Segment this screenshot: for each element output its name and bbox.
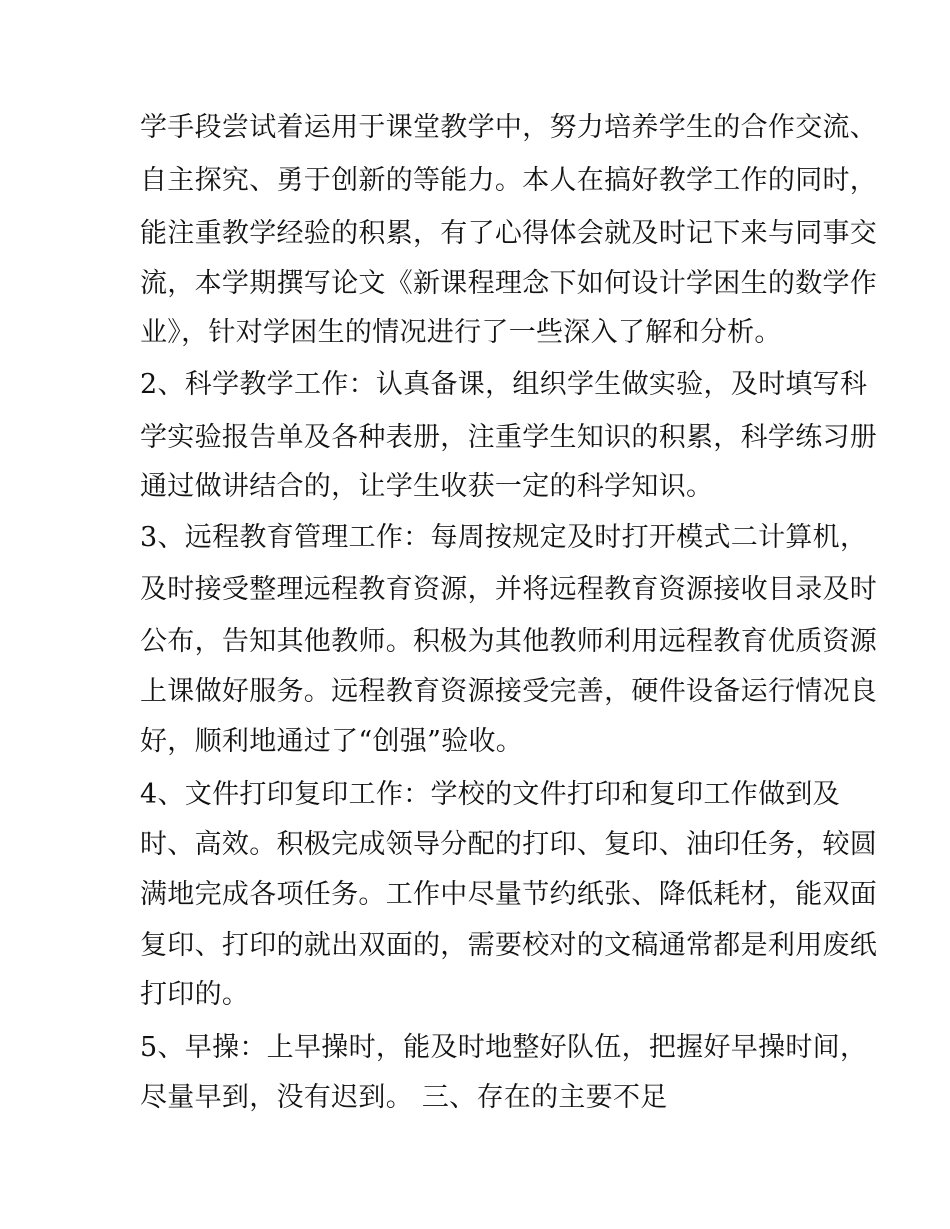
text-line: 4、文件打印复印工作：学校的文件打印和复印工作做到及 — [140, 779, 840, 810]
text-line: 流，本学期撰写论文《新课程理念下如何设计学困生的数学作 — [140, 268, 878, 299]
text-line: 满地完成各项任务。工作中尽量节约纸张、降低耗材，能双面 — [140, 879, 878, 910]
text-line: 公布，告知其他教师。积极为其他教师利用远程教育优质资源 — [140, 626, 878, 657]
text-line: 能注重教学经验的积累，有了心得体会就及时记下来与同事交 — [140, 218, 878, 249]
text-line: 及时接受整理远程教育资源，并将远程教育资源接收目录及时 — [140, 574, 878, 605]
text-line: 业》，针对学困生的情况进行了一些深入了解和分析。 — [140, 317, 782, 348]
text-line: 好，顺利地通过了“创强”验收。 — [140, 726, 524, 757]
text-line: 时、高效。积极完成领导分配的打印、复印、油印任务，较圆 — [140, 829, 878, 860]
text-line: 3、远程教育管理工作：每周按规定及时打开模式二计算机， — [140, 522, 868, 553]
text-line: 打印的。 — [140, 979, 250, 1010]
text-line: 尽量早到，没有迟到。 三、存在的主要不足 — [140, 1082, 668, 1113]
text-line: 自主探究、勇于创新的等能力。本人在搞好教学工作的同时， — [140, 165, 878, 196]
text-line: 上课做好服务。远程教育资源接受完善，硬件设备运行情况良 — [140, 676, 878, 707]
text-line: 通过做讲结合的，让学生收获一定的科学知识。 — [140, 471, 714, 502]
text-line: 学手段尝试着运用于课堂教学中，努力培养学生的合作交流、 — [140, 112, 878, 143]
text-line: 复印、打印的就出双面的，需要校对的文稿通常都是利用废纸 — [140, 930, 878, 961]
text-line: 5、早操：上早操时，能及时地整好队伍，把握好早操时间， — [140, 1032, 868, 1063]
text-line: 2、科学教学工作：认真备课，组织学生做实验，及时填写科 — [140, 369, 868, 400]
text-line: 学实验报告单及各种表册，注重学生知识的积累，科学练习册 — [140, 422, 878, 453]
